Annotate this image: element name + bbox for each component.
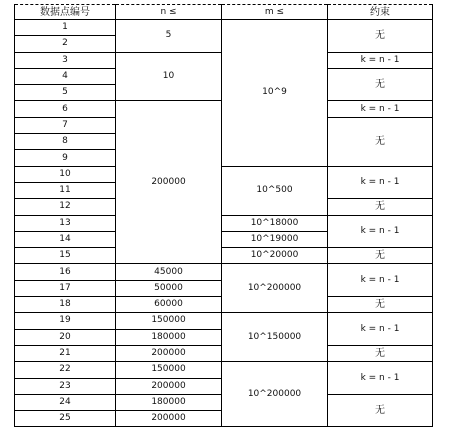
constraint: 无 — [328, 248, 433, 264]
test-id: 16 — [15, 264, 116, 280]
test-id: 25 — [15, 411, 116, 427]
header-n: n ≤ — [116, 5, 222, 20]
test-id: 7 — [15, 117, 116, 133]
test-id: 11 — [15, 182, 116, 198]
constraint: 无 — [328, 68, 433, 101]
constraints-table-container — [14, 4, 433, 427]
table-row — [15, 215, 433, 231]
test-id: 13 — [15, 215, 116, 231]
constraint: 无 — [328, 117, 433, 166]
m-limit: 10^9 — [222, 20, 328, 167]
constraint: 无 — [328, 297, 433, 313]
n-limit: 200000 — [116, 411, 222, 427]
test-id: 14 — [15, 231, 116, 247]
header-id: 数据点编号 — [15, 5, 116, 20]
constraint: 无 — [328, 199, 433, 215]
test-id: 19 — [15, 313, 116, 329]
n-limit: 45000 — [116, 264, 222, 280]
m-limit: 10^200000 — [222, 264, 328, 313]
n-limit: 200000 — [116, 378, 222, 394]
m-limit: 10^200000 — [222, 362, 328, 427]
test-id: 10 — [15, 166, 116, 182]
test-id: 3 — [15, 52, 116, 68]
table-header-row — [15, 5, 433, 20]
n-limit: 50000 — [116, 280, 222, 296]
test-id: 2 — [15, 36, 116, 52]
n-limit: 180000 — [116, 394, 222, 410]
constraint: k = n - 1 — [328, 215, 433, 248]
test-id: 4 — [15, 68, 116, 84]
n-limit: 150000 — [116, 313, 222, 329]
table-row — [15, 166, 433, 182]
n-limit: 60000 — [116, 297, 222, 313]
test-id: 24 — [15, 394, 116, 410]
test-id: 21 — [15, 345, 116, 361]
table-row — [15, 313, 433, 329]
table-row — [15, 248, 433, 264]
header-m: m ≤ — [222, 5, 328, 20]
constraint: 无 — [328, 345, 433, 361]
table-row — [15, 362, 433, 378]
constraint: 无 — [328, 20, 433, 53]
test-id: 6 — [15, 101, 116, 117]
test-id: 15 — [15, 248, 116, 264]
table-row — [15, 264, 433, 280]
constraint: k = n - 1 — [328, 362, 433, 395]
constraint: k = n - 1 — [328, 166, 433, 199]
m-limit: 10^20000 — [222, 248, 328, 264]
n-limit: 5 — [116, 20, 222, 53]
test-id: 8 — [15, 134, 116, 150]
table-row — [15, 20, 433, 36]
constraint: 无 — [328, 394, 433, 427]
test-id: 5 — [15, 85, 116, 101]
test-id: 9 — [15, 150, 116, 166]
test-id: 20 — [15, 329, 116, 345]
test-data-constraints-table — [14, 4, 433, 427]
constraint: k = n - 1 — [328, 101, 433, 117]
test-id: 23 — [15, 378, 116, 394]
n-limit: 180000 — [116, 329, 222, 345]
test-id: 18 — [15, 297, 116, 313]
n-limit: 10 — [116, 52, 222, 101]
n-limit: 200000 — [116, 345, 222, 361]
test-id: 17 — [15, 280, 116, 296]
test-id: 22 — [15, 362, 116, 378]
m-limit: 10^19000 — [222, 231, 328, 247]
constraint: k = n - 1 — [328, 313, 433, 346]
constraint: k = n - 1 — [328, 52, 433, 68]
n-limit: 150000 — [116, 362, 222, 378]
m-limit: 10^500 — [222, 166, 328, 215]
m-limit: 10^150000 — [222, 313, 328, 362]
header-constraint: 约束 — [328, 5, 433, 20]
test-id: 1 — [15, 20, 116, 36]
test-id: 12 — [15, 199, 116, 215]
m-limit: 10^18000 — [222, 215, 328, 231]
n-limit: 200000 — [116, 101, 222, 264]
constraint: k = n - 1 — [328, 264, 433, 297]
